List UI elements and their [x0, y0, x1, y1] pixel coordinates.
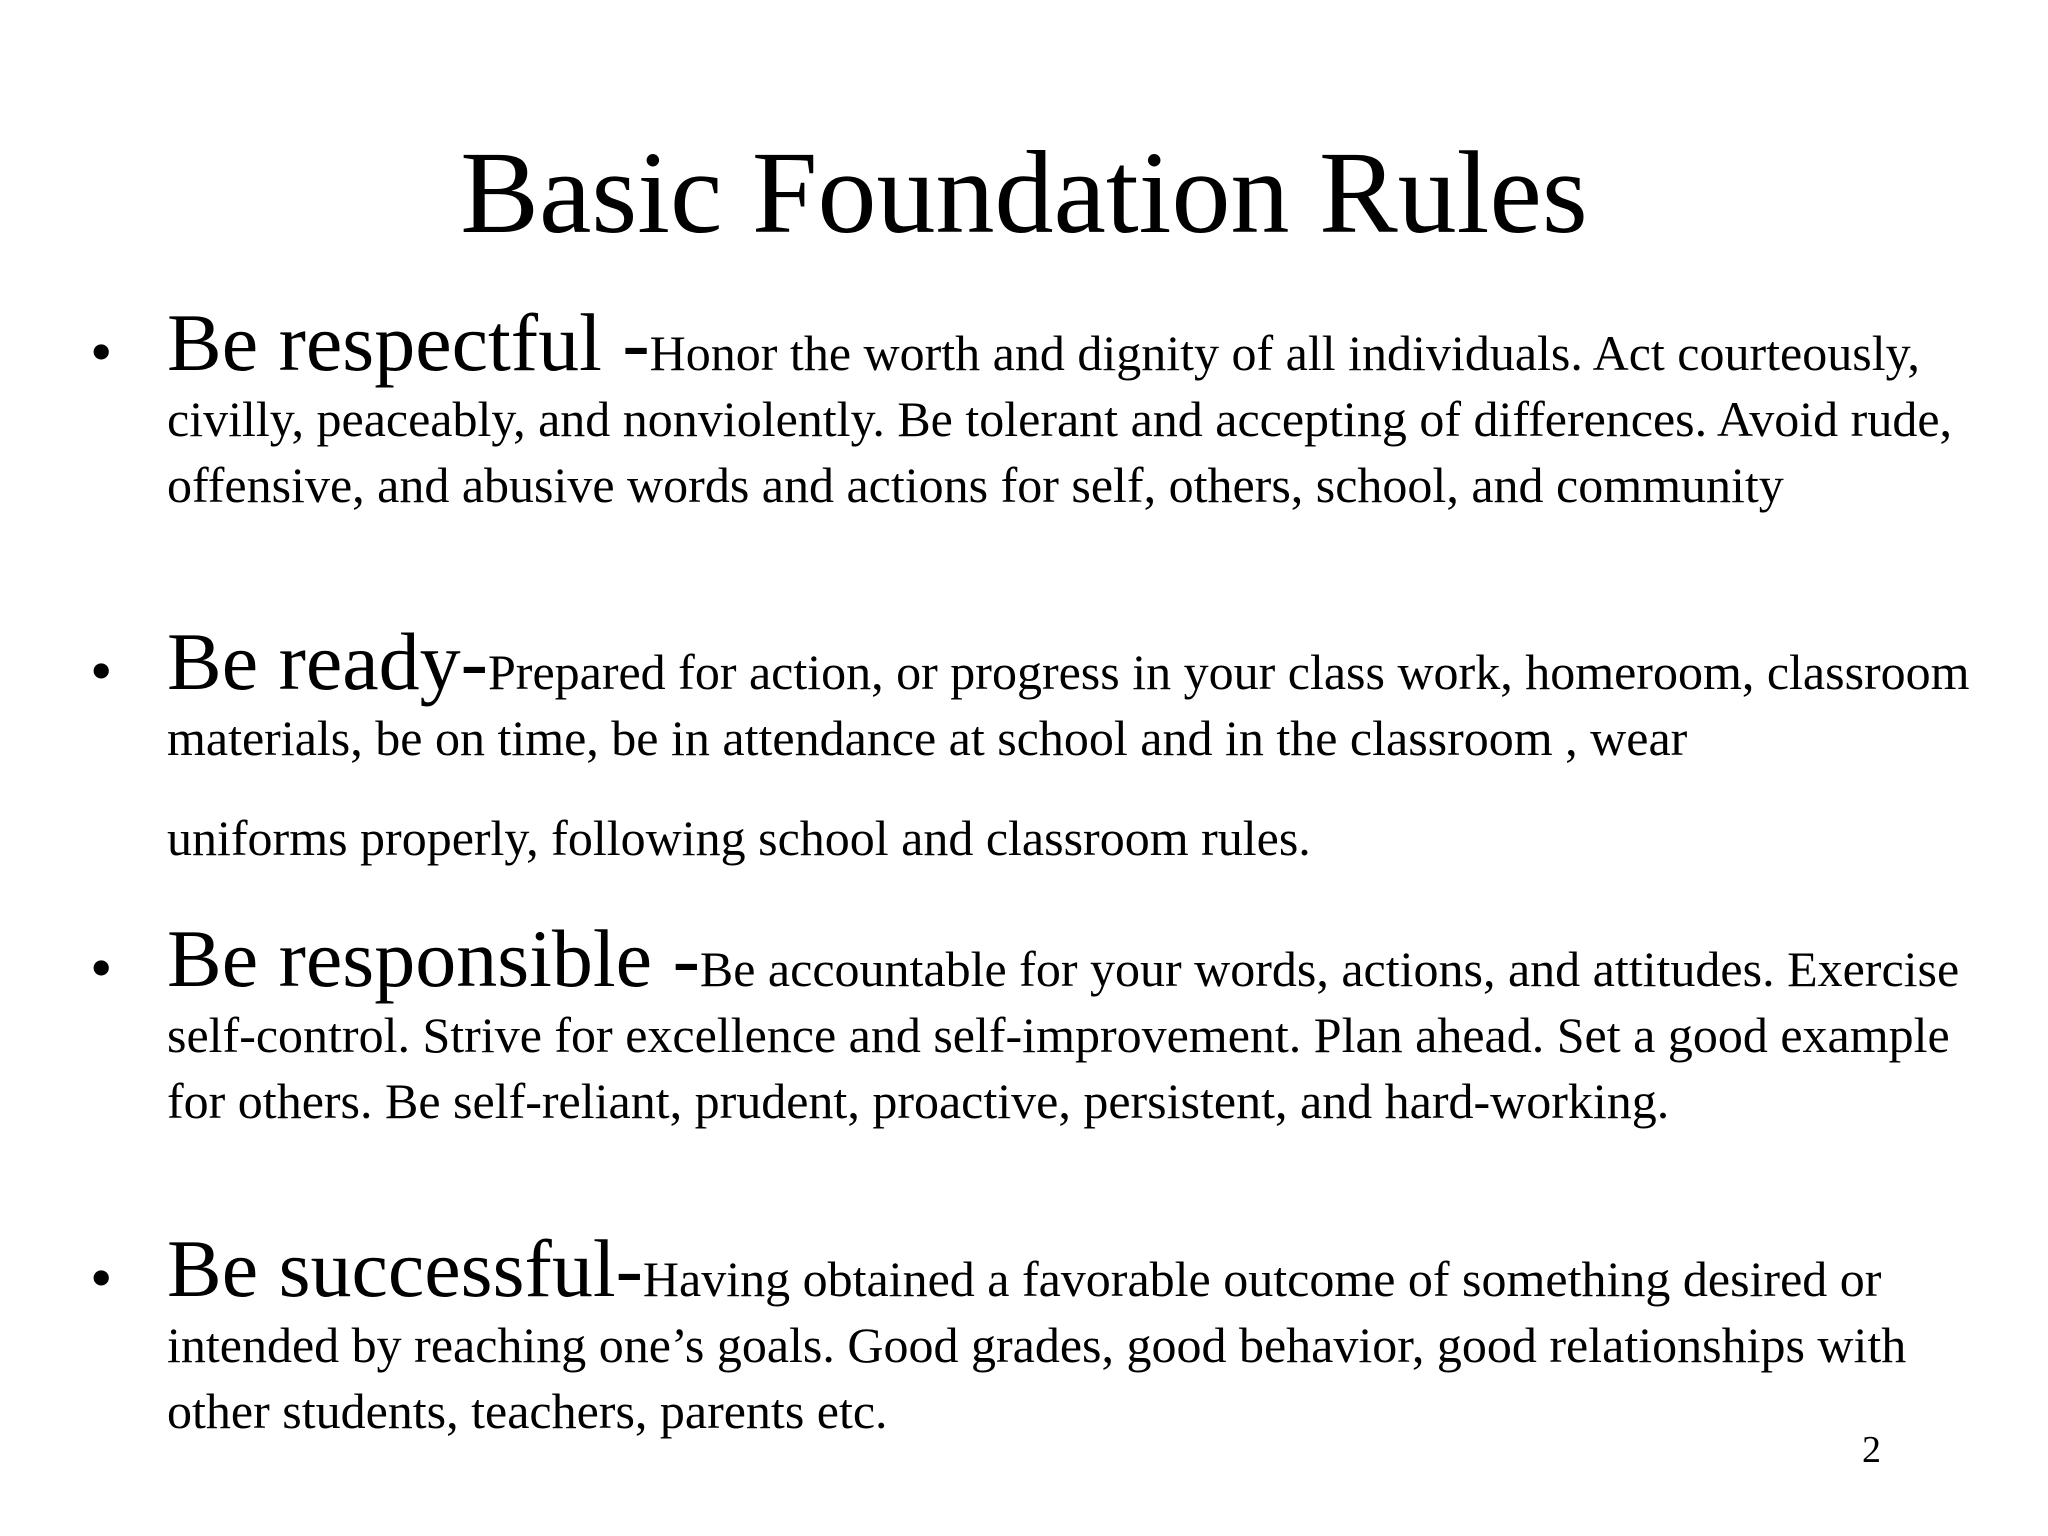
bullet-body: Having obtained a favorable outcome of something desired or intended by reaching one’s goals. Good grades, good behavior, good relationships with other students, teachers, parents etc.: [167, 1251, 1907, 1439]
bullet-text: [167, 616, 2007, 871]
bullet-body: Honor the worth and dignity of all individuals. Act courteously, civilly, peaceably, and nonviolently. Be tolerant and accepting of differences. Avoid rude, offensive, and abusive words and actions for self, others, school, and community: [167, 325, 1953, 513]
bullet-heading: Be successful-: [167, 1223, 643, 1314]
bullet-body: Prepared for action, or progress in your class work, homeroom, classroom materials, be on time, be in attendance at school and in the classroom , wear: [167, 644, 1970, 766]
bullet-text: [167, 297, 2007, 518]
bullet-body-continued: uniforms properly, following school and classroom rules.: [167, 810, 1311, 866]
slide-title: Basic Foundation Rules: [460, 127, 1588, 258]
bullet-icon: •: [90, 635, 113, 706]
bullet-heading: Be ready-: [167, 616, 488, 707]
bullet-text: [167, 1223, 2007, 1444]
bullet-text: [167, 913, 2007, 1134]
bullet-heading: Be responsible -: [167, 913, 700, 1004]
bullet-heading: Be respectful -: [167, 297, 650, 388]
bullet-body: Be accountable for your words, actions, and attitudes. Exercise self-control. Strive for excellence and self-improvement. Plan ahead. Set a good example for others. Be self-reliant, prudent, proactive, persistent, and hard-working.: [167, 941, 1960, 1129]
bullet-icon: •: [90, 316, 113, 387]
bullet-icon: •: [90, 1242, 113, 1313]
page-number: 2: [1862, 1429, 1881, 1471]
bullet-icon: •: [90, 932, 113, 1003]
